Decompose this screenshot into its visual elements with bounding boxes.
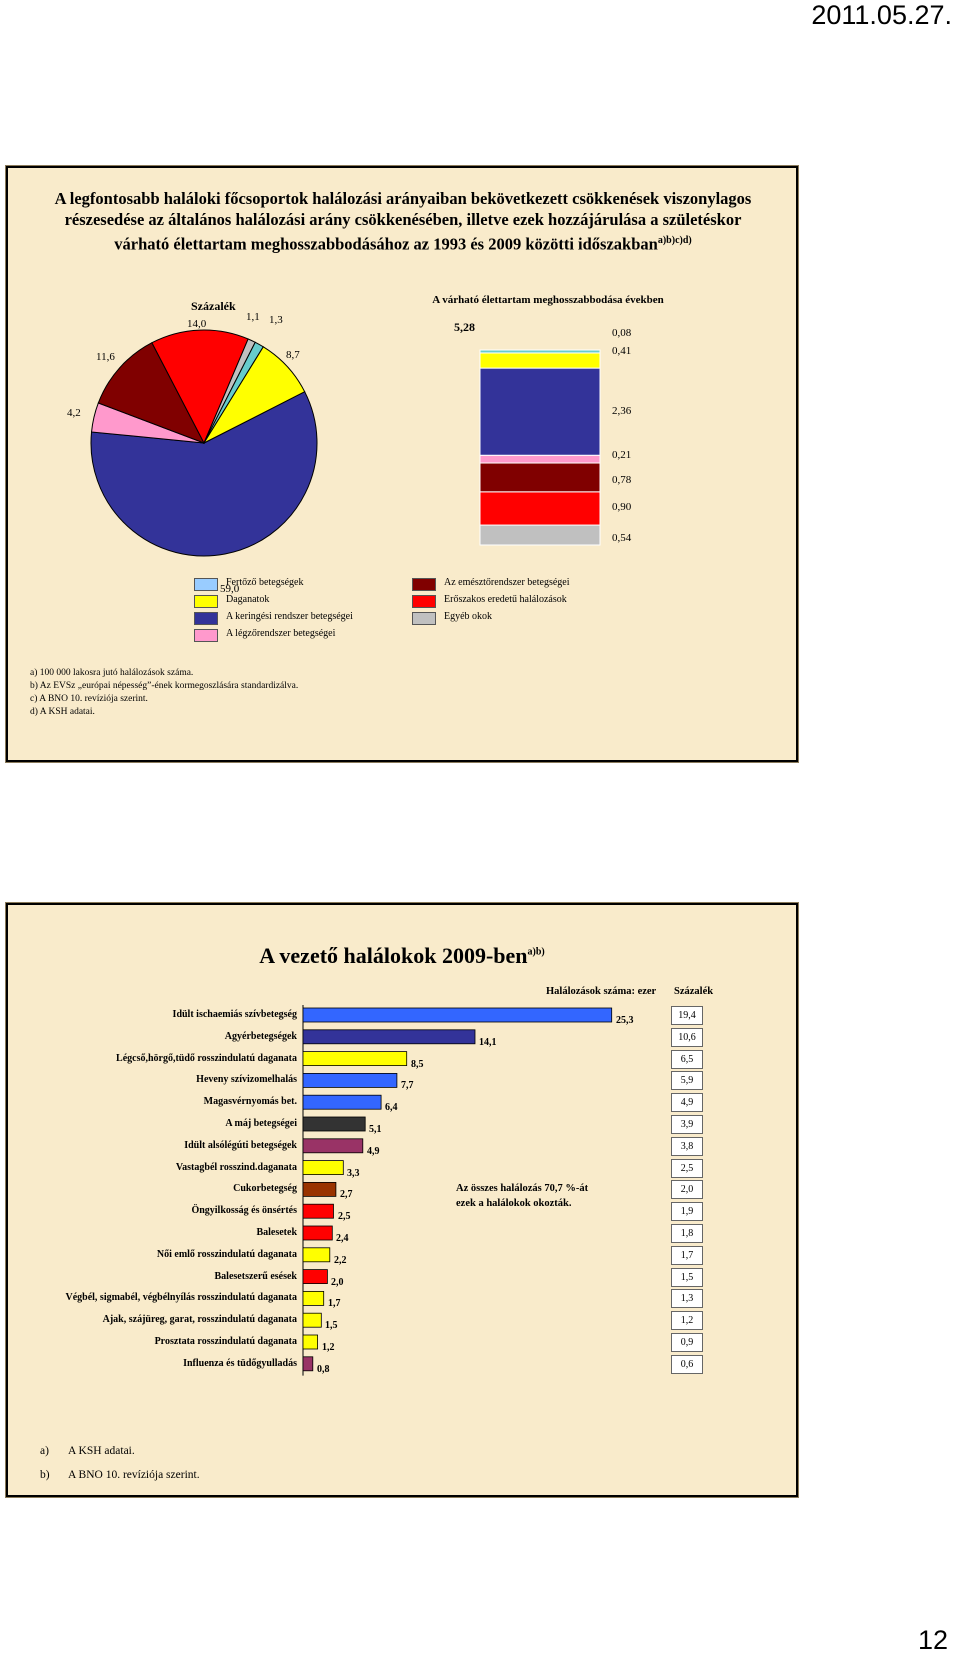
hbar-bar-14 bbox=[303, 1313, 321, 1327]
annotation-line1: Az összes halálozás 70,7 %-át bbox=[456, 1183, 589, 1194]
hbar-percent-11: 1,7 bbox=[671, 1246, 703, 1265]
hbar-value-4: 6,4 bbox=[385, 1102, 398, 1113]
hbar-bar-10 bbox=[303, 1226, 332, 1240]
panel-leading-causes bbox=[6, 903, 798, 1497]
hbar-bar-9 bbox=[303, 1204, 334, 1218]
hbar-category-1: Agyérbetegségek bbox=[224, 1031, 297, 1042]
panel1-footnote-1: b) Az EVSz „európai népesség”-ének kormegoszlására standardizálva. bbox=[30, 681, 299, 691]
hbar-percent-15: 0,9 bbox=[671, 1333, 703, 1352]
hbar-category-10: Balesetek bbox=[256, 1227, 297, 1238]
hbar-percent-13: 1,3 bbox=[671, 1289, 703, 1308]
hbar-percent-3: 5,9 bbox=[671, 1071, 703, 1090]
legend-label-6: Egyéb okok bbox=[444, 611, 493, 622]
hbar-category-5: A máj betegségei bbox=[225, 1118, 297, 1129]
hbar-bar-2 bbox=[303, 1052, 407, 1066]
panel2-footnote-text-0: A KSH adatai. bbox=[68, 1445, 135, 1457]
stack-segment-5 bbox=[480, 353, 600, 368]
hbar-percent-5: 3,9 bbox=[671, 1115, 703, 1134]
legend-label-0: Fertőző betegségek bbox=[226, 577, 304, 588]
panel1-footnote-3: d) A KSH adatai. bbox=[30, 707, 95, 717]
hbar-value-12: 2,0 bbox=[331, 1277, 344, 1288]
hbar-bar-16 bbox=[303, 1357, 313, 1371]
hbar-bar-8 bbox=[303, 1182, 336, 1196]
hbar-value-14: 1,5 bbox=[325, 1320, 338, 1331]
hbar-category-2: Légcső,hörgő,tüdő rosszindulatú daganata bbox=[116, 1053, 297, 1064]
hbar-category-15: Prosztata rosszindulatú daganata bbox=[154, 1336, 297, 1347]
stack-segment-label-2: 0,78 bbox=[612, 474, 632, 486]
hbar-value-5: 5,1 bbox=[369, 1124, 382, 1135]
hbar-bar-6 bbox=[303, 1139, 363, 1153]
stack-segment-label-0: 0,54 bbox=[612, 532, 632, 544]
legend-label-4: Az emésztőrendszer betegségei bbox=[444, 577, 570, 588]
hbar-percent-10: 1,8 bbox=[671, 1224, 703, 1243]
pie-slice-label-5: 1,3 bbox=[269, 314, 283, 326]
hbar-value-16: 0,8 bbox=[317, 1364, 330, 1375]
stack-segment-0 bbox=[480, 525, 600, 545]
hbar-percent-9: 1,9 bbox=[671, 1202, 703, 1221]
hbar-value-2: 8,5 bbox=[411, 1059, 424, 1070]
hbar-category-11: Női emlő rosszindulatú daganata bbox=[156, 1249, 297, 1260]
hbar-value-8: 2,7 bbox=[340, 1189, 353, 1200]
pie-slice-label-1: 4,2 bbox=[67, 407, 81, 419]
panel2-title: A vezető halálokok 2009-ben$^{a)b)}$ bbox=[259, 943, 545, 968]
panel1-footnote-2: c) A BNO 10. revíziója szerint. bbox=[30, 694, 148, 704]
hbar-bar-15 bbox=[303, 1335, 318, 1349]
hbar-category-14: Ajak, szájüreg, garat, rosszindulatú daganata bbox=[102, 1314, 297, 1325]
legend-swatch-1 bbox=[194, 595, 218, 608]
bar-total-label: 5,28 bbox=[454, 320, 475, 334]
hbar-percent-14: 1,2 bbox=[671, 1311, 703, 1330]
hbar-bar-12 bbox=[303, 1270, 327, 1284]
hbar-value-13: 1,7 bbox=[328, 1298, 341, 1309]
hbar-category-13: Végbél, sigmabél, végbélnyílás rosszindulatú daganata bbox=[65, 1292, 297, 1303]
hbar-percent-0: 19,4 bbox=[671, 1006, 703, 1025]
panel1-title: A legfontosabb haláloki főcsoportok halálozási arányaiban bekövetkezett csökkenések viszonylagos részesedése az általános halálozási arány csökkenésében, illetve ezek hozzájárulása a születéskor várható élettartam meghosszabbodásához az 1993 és 2009 közötti időszakban$^{a)b)c)d)}$ bbox=[54, 189, 752, 254]
hbar-percent-16: 0,6 bbox=[671, 1355, 703, 1374]
stacked-bar-chart bbox=[470, 328, 670, 568]
hbar-category-6: Idült alsólégúti betegségek bbox=[184, 1140, 297, 1151]
hbar-percent-8: 2,0 bbox=[671, 1180, 703, 1199]
stack-segment-4 bbox=[480, 368, 600, 455]
legend-swatch-4 bbox=[412, 578, 436, 591]
stack-segment-label-1: 0,90 bbox=[612, 501, 632, 513]
hbar-bar-0 bbox=[303, 1008, 612, 1022]
panel2-footnote-text-1: A BNO 10. revíziója szerint. bbox=[68, 1469, 200, 1481]
hbar-category-16: Influenza és tüdőgyulladás bbox=[183, 1358, 297, 1369]
hbar-percent-1: 10,6 bbox=[671, 1028, 703, 1047]
stack-segment-label-6: 0,08 bbox=[612, 327, 632, 339]
pie-title: Százalék bbox=[191, 299, 236, 313]
hbar-bar-4 bbox=[303, 1095, 381, 1109]
legend-label-2: A keringési rendszer betegségei bbox=[226, 611, 353, 622]
pie-slice-label-2: 11,6 bbox=[96, 351, 115, 363]
hbar-bar-5 bbox=[303, 1117, 365, 1131]
stack-segment-3 bbox=[480, 455, 600, 463]
hbar-bar-3 bbox=[303, 1073, 397, 1087]
panel-causes-of-death bbox=[6, 166, 798, 762]
legend-label-5: Erőszakos eredetű halálozások bbox=[444, 594, 567, 605]
hbar-bar-7 bbox=[303, 1161, 343, 1175]
hbar-category-0: Idült ischaemiás szívbetegség bbox=[172, 1009, 297, 1020]
legend-label-1: Daganatok bbox=[226, 594, 270, 605]
hbar-value-6: 4,9 bbox=[367, 1146, 380, 1157]
pie-slice-label-6: 8,7 bbox=[286, 349, 300, 361]
hbar-value-9: 2,5 bbox=[338, 1211, 351, 1222]
hbar-percent-12: 1,5 bbox=[671, 1268, 703, 1287]
stack-segment-1 bbox=[480, 492, 600, 525]
stack-segment-2 bbox=[480, 463, 600, 492]
hbar-percent-6: 3,8 bbox=[671, 1137, 703, 1156]
hbar-category-8: Cukorbetegség bbox=[233, 1183, 297, 1194]
hbar-percent-4: 4,9 bbox=[671, 1093, 703, 1112]
stack-segment-6 bbox=[480, 350, 600, 353]
hbar-value-15: 1,2 bbox=[322, 1342, 335, 1353]
bar-title: A várható élettartam meghosszabbodása években bbox=[432, 294, 664, 306]
hbar-category-7: Vastagbél rosszind.daganata bbox=[175, 1162, 297, 1173]
annotation-line2: ezek a halálokok okozták. bbox=[456, 1198, 572, 1209]
hbar-bar-11 bbox=[303, 1248, 330, 1262]
hbar-bar-13 bbox=[303, 1291, 324, 1305]
stack-segment-label-4: 2,36 bbox=[612, 405, 632, 417]
stack-segment-label-3: 0,21 bbox=[612, 449, 632, 461]
hbar-category-3: Heveny szívizomelhalás bbox=[196, 1074, 297, 1085]
hbar-percent-2: 6,5 bbox=[671, 1050, 703, 1069]
legend-label-3: A légzőrendszer betegségei bbox=[226, 628, 336, 639]
pie-slice-label-0: 59,0 bbox=[220, 583, 240, 595]
page-number: 12 bbox=[917, 1625, 948, 1655]
legend-swatch-0 bbox=[194, 578, 218, 591]
legend-swatch-2 bbox=[194, 612, 218, 625]
panel1-footnote-0: a) 100 000 lakosra jutó halálozások száma. bbox=[30, 668, 194, 678]
legend-swatch-6 bbox=[412, 612, 436, 625]
hbar-value-10: 2,4 bbox=[336, 1233, 349, 1244]
hbar-value-7: 3,3 bbox=[347, 1168, 360, 1179]
legend-swatch-3 bbox=[194, 629, 218, 642]
hbar-category-4: Magasvérnyomás bet. bbox=[203, 1096, 297, 1107]
panel2-footnote-mark-0: a) bbox=[40, 1445, 49, 1457]
panel2-footnote-mark-1: b) bbox=[40, 1469, 50, 1481]
pie-slice-label-3: 14,0 bbox=[187, 318, 207, 330]
hbar-category-12: Balesetszerű esések bbox=[214, 1271, 297, 1282]
hbar-value-0: 25,3 bbox=[616, 1015, 634, 1026]
legend-swatch-5 bbox=[412, 595, 436, 608]
hbar-value-3: 7,7 bbox=[401, 1080, 414, 1091]
hbar-category-9: Öngyilkosság és önsértés bbox=[191, 1205, 297, 1216]
hbar-bar-1 bbox=[303, 1030, 475, 1044]
column-header-percent: Százalék bbox=[674, 986, 714, 997]
stack-segment-label-5: 0,41 bbox=[612, 345, 632, 357]
hbar-value-11: 2,2 bbox=[334, 1255, 347, 1266]
date-header: 2011.05.27. bbox=[811, 0, 952, 30]
hbar-percent-7: 2,5 bbox=[671, 1159, 703, 1178]
column-header-count: Halálozások száma: ezer bbox=[546, 986, 657, 997]
pie-slice-label-4: 1,1 bbox=[246, 311, 260, 323]
hbar-value-1: 14,1 bbox=[479, 1037, 497, 1048]
